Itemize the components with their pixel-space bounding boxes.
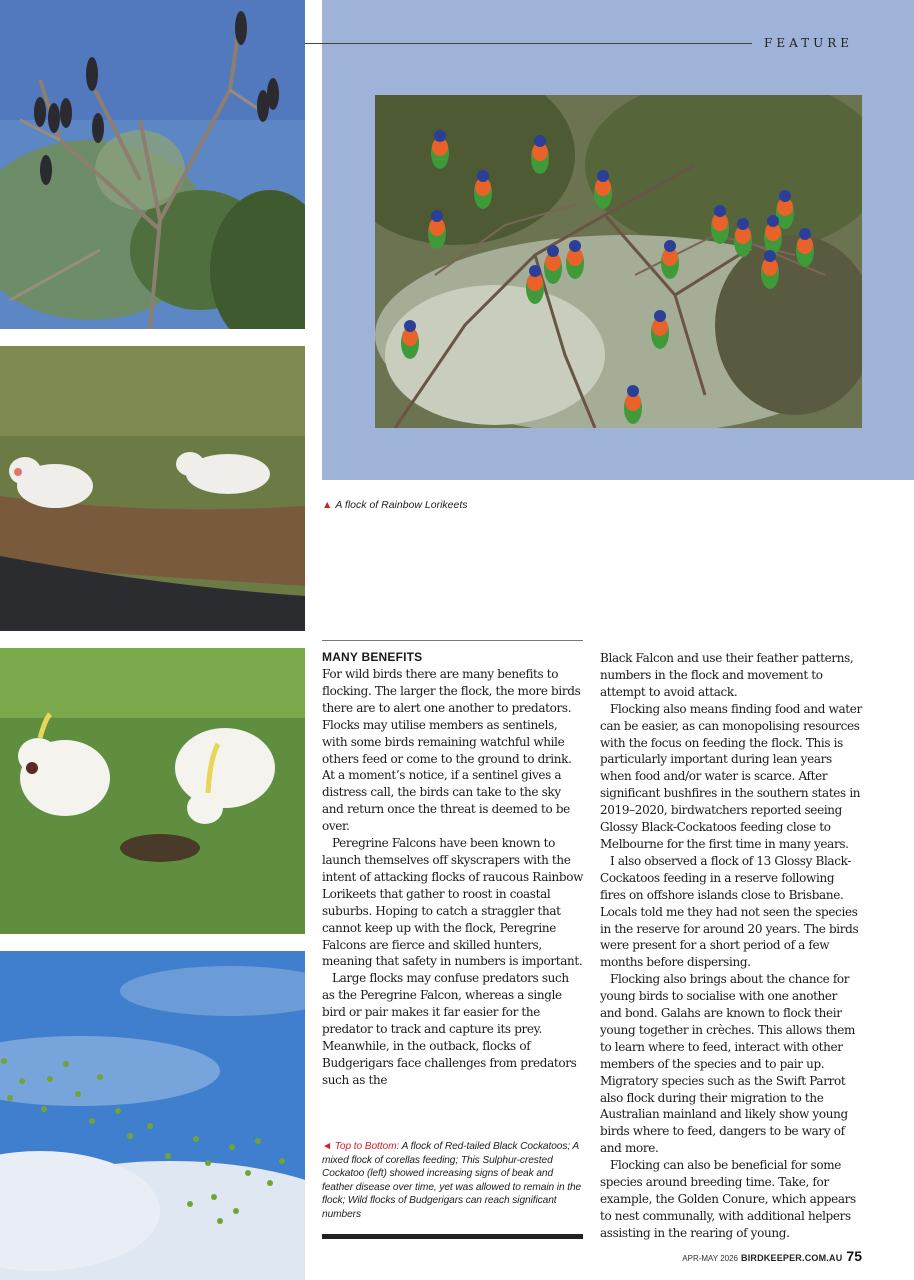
caption-lead: Top to Bottom: [334,1141,400,1152]
paragraph: For wild birds there are many benefits to flocking. The larger the flock, the more birds there are to alert one another to predators. Flocks may utilise members as sentinels, with some birds remaining watchful while others feed or come to the ground to drink. At a moment’s notice, if a sentinel gives a distress call, the birds can take to the sky and return once the threat is deemed to be over. [322,667,581,834]
photo-sulphur-crested-cockatoos [0,648,305,934]
header-rule [305,43,752,44]
paragraph: Flocking also means finding food and water can be easier, as can monopolising resources with the focus on feeding the flock. This is particularly important during lean years when food and/or water is scarce. After significant bushfires in the southern states in 2019–2020, birdwatchers reported seeing Glossy Black-Cockatoos feeding close to Melbourne for the first time in many years. [600,701,862,851]
side-photos-caption [322,1140,584,1222]
lorikeet-caption-text: A flock of Rainbow Lorikeets [335,499,468,511]
photo-rainbow-lorikeets [375,95,862,428]
issue-date: APR-MAY 2026 [682,1254,738,1263]
caption-arrow-icon: ◄ [322,1141,332,1152]
section-label: FEATURE [764,36,854,50]
website: BIRDKEEPER.COM.AU [741,1253,843,1263]
article-column-1 [322,650,584,1089]
paragraph: Flocking also brings about the chance for young birds to socialise with one another and bond. Galahs are known to flock their young together in crèches. This allows them to learn where to feed, interact with other members of the species and to pair up. Migratory species such as the Swift Parrot also flock during their migration to the Australian mainland and likely show young birds where to feed, dangers to be wary of and more. [600,972,856,1156]
photo-red-tailed-black-cockatoos [0,0,305,329]
article-rule [322,640,583,641]
caption-bar [322,1234,583,1239]
paragraph: Peregrine Falcons have been known to launch themselves off skyscrapers with the intent of attacking flocks of raucous Rainbow Lorikeets that gather to roost in coastal suburbs. Hoping to catch a straggler that cannot keep up with the flock, Peregrine Falcons are fierce and skilled hunters, meaning that safety in numbers is important. [322,836,584,969]
photo-budgerigars-flock [0,951,305,1280]
photo-corellas-feeding [0,346,305,631]
caption-body: A flock of Red-tailed Black Cockatoos; A mixed flock of corellas feeding; This Sulphur-crested Cockatoo (left) showed increasing signs of beak and feather disease over time, yet was allowed to remain in the flock; Wild flocks of Budgerigars can reach significant numbers [322,1141,582,1220]
paragraph: I also observed a flock of 13 Glossy Black-Cockatoos feeding in a reserve following fires on offshore islands close to Brisbane. Locals told me they had not seen the species in the reserve for around 20 years. The birds were present for a short period of a few months before dispersing. [600,853,859,970]
article-column-2 [600,650,862,1242]
paragraph: Large flocks may confuse predators such as the Peregrine Falcon, whereas a single bird or pair makes it far easier for the predator to track and capture its prey. Meanwhile, in the outback, flocks of Budgerigars face challenges from predators such as the [322,971,577,1087]
page-footer [682,1248,862,1264]
paragraph: Black Falcon and use their feather patterns, numbers in the flock and movement to attempt to avoid attack. [600,651,854,699]
paragraph: Flocking can also be beneficial for some species around breeding time. Take, for example, the Golden Conure, which appears to nest communally, with additional helpers assisting in the rearing of young. [600,1158,856,1240]
section-heading: MANY BENEFITS [322,650,423,664]
lorikeet-caption [322,499,468,511]
page-number: 75 [846,1248,862,1264]
caption-marker-icon: ▲ [322,499,333,511]
